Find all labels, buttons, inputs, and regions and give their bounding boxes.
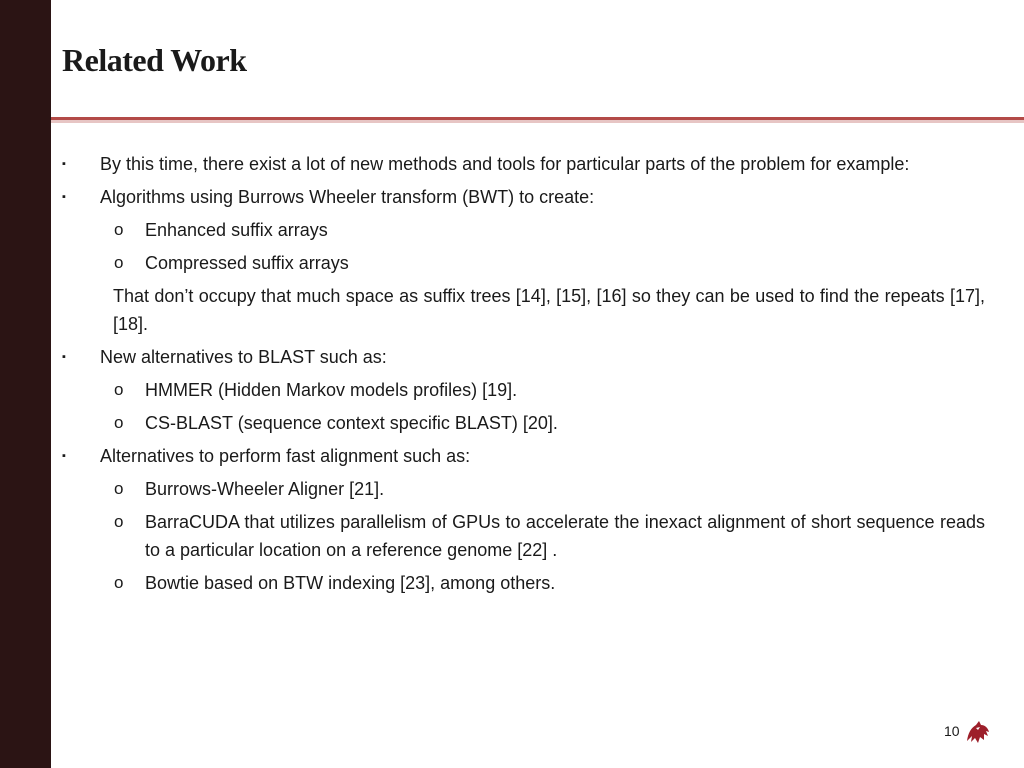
square-bullet-icon: ▪ (62, 450, 66, 462)
sub-bullet-item (62, 409, 985, 437)
slide-title: Related Work (62, 42, 247, 78)
page-number: 10 (944, 723, 960, 739)
bullet-item (62, 343, 985, 371)
bullet-text: CS-BLAST (sequence context specific BLAST) [20]. (145, 413, 558, 433)
circle-bullet-icon: o (114, 253, 124, 272)
square-bullet-icon: ▪ (62, 351, 66, 363)
bullet-item (62, 183, 985, 211)
bullet-text: Compressed suffix arrays (145, 253, 349, 273)
sub-bullet-item (62, 376, 985, 404)
bullet-item (62, 442, 985, 470)
bullet-text: By this time, there exist a lot of new methods and tools for particular parts of the problem for example: (100, 154, 910, 174)
circle-bullet-icon: o (114, 512, 124, 531)
sub-bullet-item (62, 249, 985, 277)
sub-bullet-item (62, 569, 985, 597)
slide-body (62, 150, 985, 602)
circle-bullet-icon: o (114, 220, 124, 239)
circle-bullet-icon: o (114, 479, 124, 498)
bullet-text: HMMER (Hidden Markov models profiles) [19]. (145, 380, 518, 400)
bullet-text: Enhanced suffix arrays (145, 220, 328, 240)
bullet-text: Bowtie based on BTW indexing [23], among others. (145, 573, 556, 593)
bullet-text: Burrows-Wheeler Aligner [21]. (145, 479, 385, 499)
square-bullet-icon: ▪ (62, 158, 66, 170)
sub-bullet-item (62, 508, 985, 564)
bullet-text: That don’t occupy that much space as suffix trees [14], [15], [16] so they can be used to find the repeats [17], [18]. (113, 286, 985, 334)
bullet-text: BarraCUDA that utilizes parallelism of GPUs to accelerate the inexact alignment of short sequence reads to a particular location on a reference genome [22] . (145, 512, 985, 560)
circle-bullet-icon: o (114, 573, 124, 592)
square-bullet-icon: ▪ (62, 191, 66, 203)
cougar-logo-icon (964, 719, 992, 745)
bullet-text: Alternatives to perform fast alignment such as: (100, 446, 471, 466)
bullet-item (62, 150, 985, 178)
title-divider-shadow (51, 120, 1024, 123)
circle-bullet-icon: o (114, 413, 124, 432)
circle-bullet-icon: o (114, 380, 124, 399)
bullet-text: New alternatives to BLAST such as: (100, 347, 387, 367)
sub-bullet-item (62, 216, 985, 244)
continuation-paragraph (62, 282, 985, 338)
left-sidebar-band (0, 0, 51, 768)
bullet-text: Algorithms using Burrows Wheeler transform (BWT) to create: (100, 187, 595, 207)
sub-bullet-item (62, 475, 985, 503)
